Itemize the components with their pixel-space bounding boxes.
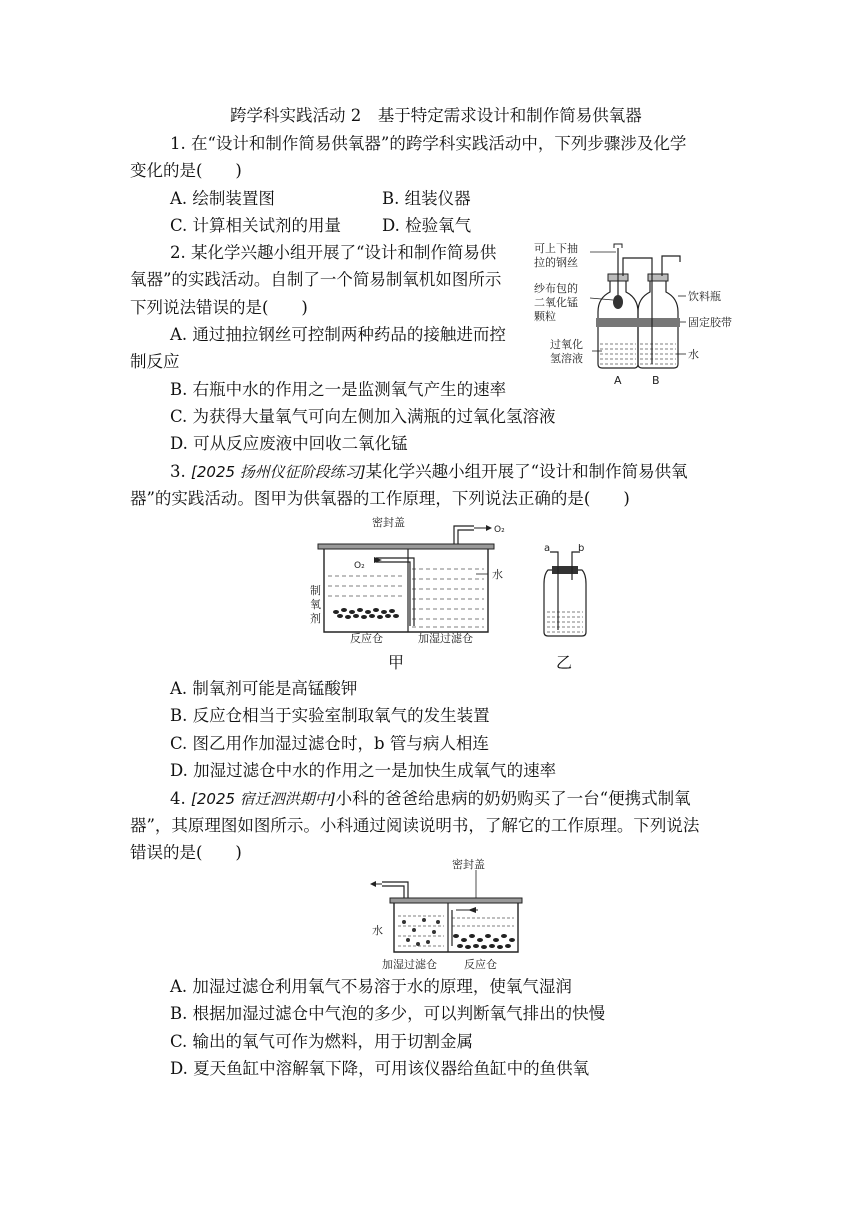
label-reaction: 反应仓 [350,632,383,644]
q3-line1-text: 某化学兴趣小组开展了“设计和制作简易供氧 [365,462,688,481]
q4-option-a: A. 加湿过滤仓利用氧气不易溶于水的原理，使氧气湿润 [170,977,572,996]
q1-line1: 1. 在“设计和制作简易供氧器”的跨学科实践活动中，下列步骤涉及化学 [170,134,687,153]
q3-line1 [170,461,688,483]
label-tape: 固定胶带 [688,316,732,329]
q2-option-b: B. 右瓶中水的作用之一是监测氧气产生的速率 [170,380,507,399]
label-mno2-1: 纱布包的 [534,282,578,295]
label-o2-out: O₂ [494,525,505,535]
label-agent-3: 剂 [310,612,321,625]
label-cap: 密封盖 [372,516,405,529]
q2-line2: 氧器”的实践活动。自制了一个简易制氧机如图所示 [130,270,502,289]
label-wire-2: 拉的钢丝 [534,256,578,269]
q2-option-a-line2: 制反应 [130,352,180,371]
q1-line2: 变化的是( ) [130,161,242,180]
q3-option-c: C. 图乙用作加湿过滤仓时，b 管与病人相连 [170,734,489,753]
q3-option-a: A. 制氧剂可能是高锰酸钾 [170,679,358,698]
label-h2o2-2: 氢溶液 [550,352,583,365]
q4-source: [2025 宿迁泗洪期中] [191,790,336,808]
q4-line3: 错误的是( ) [130,843,242,862]
q3-line2: 器”的实践活动。图甲为供氧器的工作原理，下列说法正确的是( ) [130,489,630,508]
label-agent-1: 制 [310,584,321,597]
q4-line1 [170,788,691,810]
q3-option-d: D. 加湿过滤仓中水的作用之一是加快生成氧气的速率 [170,761,557,780]
label-mno2-3: 颗粒 [534,310,556,323]
label-tube-a: a [544,544,551,554]
label-wire-1: 可上下抽 [534,242,578,255]
q4-option-c: C. 输出的氧气可作为燃料，用于切割金属 [170,1032,474,1051]
q4-option-b: B. 根据加湿过滤仓中气泡的多少，可以判断氧气排出的快慢 [170,1004,606,1023]
q4-option-d: D. 夏天鱼缸中溶解氧下降，可用该仪器给鱼缸中的鱼供氧 [170,1059,590,1078]
q3-figure-jia [306,514,506,644]
label-yi: 乙 [556,653,573,672]
label-mno2-2: 二氧化锰 [534,296,578,309]
q3-figure-yi [540,544,590,640]
q1-option-b: B. 组装仪器 [382,189,471,208]
q3-option-b: B. 反应仓相当于实验室制取氧气的发生装置 [170,706,490,725]
q1-option-d: D. 检验氧气 [382,216,472,235]
label-jia: 甲 [388,653,405,672]
label-water: 水 [688,348,699,361]
label-water: 水 [372,924,383,937]
label-agent-2: 氧 [310,598,321,611]
label-bottle: 饮料瓶 [688,290,721,303]
q2-line1: 2. 某化学兴趣小组开展了“设计和制作简易供 [170,243,497,262]
label-bottle-b: B [652,374,660,387]
q4-line1-text: 小科的爸爸给患病的奶奶购买了一台“便携式制氧 [335,789,691,808]
q4-line2: 器”，其原理图如图所示。小科通过阅读说明书，了解它的工作原理。下列说法 [130,816,700,835]
label-o2-in: O₂ [354,561,365,571]
q2-option-a-line1: A. 通过抽拉钢丝可控制两种药品的接触进而控 [170,325,506,344]
q4-number: 4. [170,789,191,808]
label-filter: 加湿过滤仓 [418,632,473,644]
q2-option-d: D. 可从反应废液中回收二氧化锰 [170,434,408,453]
q2-line3: 下列说法错误的是( ) [130,298,308,317]
q3-number: 3. [170,462,191,481]
label-filter: 加湿过滤仓 [382,958,437,971]
q1-option-a: A. 绘制装置图 [170,189,275,208]
q2-figure-oxygen-generator [530,236,740,392]
q3-source: [2025 扬州仪征阶段练习] [191,463,366,481]
label-h2o2-1: 过氧化 [550,338,583,351]
label-tube-b: b [578,544,585,554]
q4-figure-portable-generator [368,856,528,974]
label-reaction: 反应仓 [464,958,497,971]
q2-option-c: C. 为获得大量氧气可向左侧加入满瓶的过氧化氢溶液 [170,407,556,426]
page-title: 跨学科实践活动 2 基于特定需求设计和制作简易供氧器 [230,106,642,125]
label-cap: 密封盖 [452,858,485,871]
label-water: 水 [492,568,503,581]
label-bottle-a: A [614,374,622,387]
q1-option-c: C. 计算相关试剂的用量 [170,216,342,235]
